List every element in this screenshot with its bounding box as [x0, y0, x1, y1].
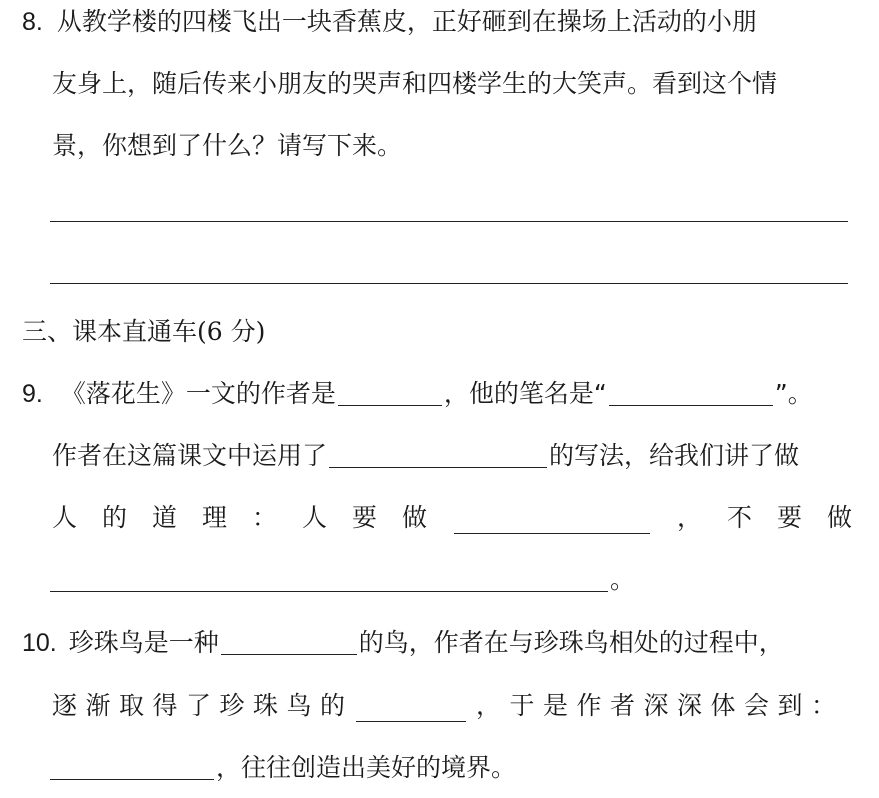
q9-char: 的	[102, 503, 128, 532]
q9-text-1c: ”。	[774, 379, 813, 408]
q10-char: 是	[542, 691, 568, 720]
q10-char: 取	[119, 691, 145, 720]
q10-char: 于	[509, 691, 535, 720]
q10-trust-blank[interactable]	[356, 720, 466, 722]
q10-char: 作	[576, 691, 602, 720]
q10-char: 到	[777, 691, 803, 720]
q9-char: 做	[402, 503, 428, 532]
q10-number: 10.	[22, 629, 57, 657]
q10-char: 的	[320, 691, 346, 720]
q9-should-not-be-blank[interactable]	[50, 590, 608, 592]
q8-answer-line-1[interactable]	[50, 221, 848, 222]
q10-char: ，	[475, 691, 501, 720]
q9-line-3	[52, 502, 852, 534]
q9-method-blank[interactable]	[329, 466, 547, 468]
q9-period: 。	[610, 565, 636, 594]
q9-number: 9.	[22, 380, 43, 408]
q10-text-1b: 的鸟，作者在与珍珠鸟相处的过程中，	[358, 628, 784, 657]
q9-char: 人	[302, 503, 328, 532]
q9-line-1	[22, 378, 813, 410]
q10-kind-blank[interactable]	[221, 653, 357, 655]
q9-text-1b: ，他的笔名是“	[443, 379, 607, 408]
q8-answer-line-2[interactable]	[50, 283, 848, 284]
q9-text-1a: 《落花生》一文的作者是	[60, 379, 336, 408]
q8-line-1	[22, 6, 757, 38]
q10-text-3b: ，往往创造出美好的境界。	[216, 753, 517, 782]
q10-char: 渐	[85, 691, 111, 720]
q9-char: 做	[826, 503, 852, 532]
q10-insight-blank[interactable]	[50, 778, 214, 780]
q10-line-2	[52, 690, 836, 722]
section-3-title: 三、课本直通车(6 分)	[22, 317, 266, 346]
q10-char: 珠	[253, 691, 279, 720]
q10-char: 深	[643, 691, 669, 720]
q9-char: 要	[352, 503, 378, 532]
q9-char: 要	[776, 503, 802, 532]
q9-text-2a: 作者在这篇课文中运用了	[52, 441, 328, 470]
q10-char: 逐	[52, 691, 78, 720]
q10-char: 了	[186, 691, 212, 720]
q8-line-3: 景，你想到了什么？请写下来。	[52, 131, 403, 160]
q10-char: ：	[810, 691, 836, 720]
q10-text-1a: 珍珠鸟是一种	[68, 628, 219, 657]
q9-penname-blank[interactable]	[609, 404, 773, 406]
q10-char: 体	[710, 691, 736, 720]
q10-line-1	[22, 627, 784, 659]
q10-char: 珍	[219, 691, 245, 720]
q9-line-2	[52, 440, 799, 472]
q9-text-2b: 的写法，给我们讲了做	[549, 441, 800, 470]
q10-char: 鸟	[286, 691, 312, 720]
q10-char: 深	[676, 691, 702, 720]
q8-line-2: 友身上，随后传来小朋友的哭声和四楼学生的大笑声。看到这个情	[52, 69, 778, 98]
q9-author-blank[interactable]	[338, 404, 442, 406]
q8-number: 8.	[22, 8, 43, 36]
q10-char: 会	[743, 691, 769, 720]
q10-char: 得	[152, 691, 178, 720]
q9-char: 不	[726, 503, 752, 532]
q10-char: 者	[609, 691, 635, 720]
q9-char: 人	[52, 503, 78, 532]
q9-char: 道	[152, 503, 178, 532]
q9-char: ：	[252, 503, 278, 532]
q9-comma: ，	[676, 503, 702, 532]
q10-line-3	[50, 752, 516, 784]
q9-should-be-blank[interactable]	[454, 532, 650, 534]
q8-text-1: 从教学楼的四楼飞出一块香蕉皮，正好砸到在操场上活动的小朋	[56, 7, 757, 36]
q9-char: 理	[202, 503, 228, 532]
q9-line-4	[50, 564, 635, 596]
